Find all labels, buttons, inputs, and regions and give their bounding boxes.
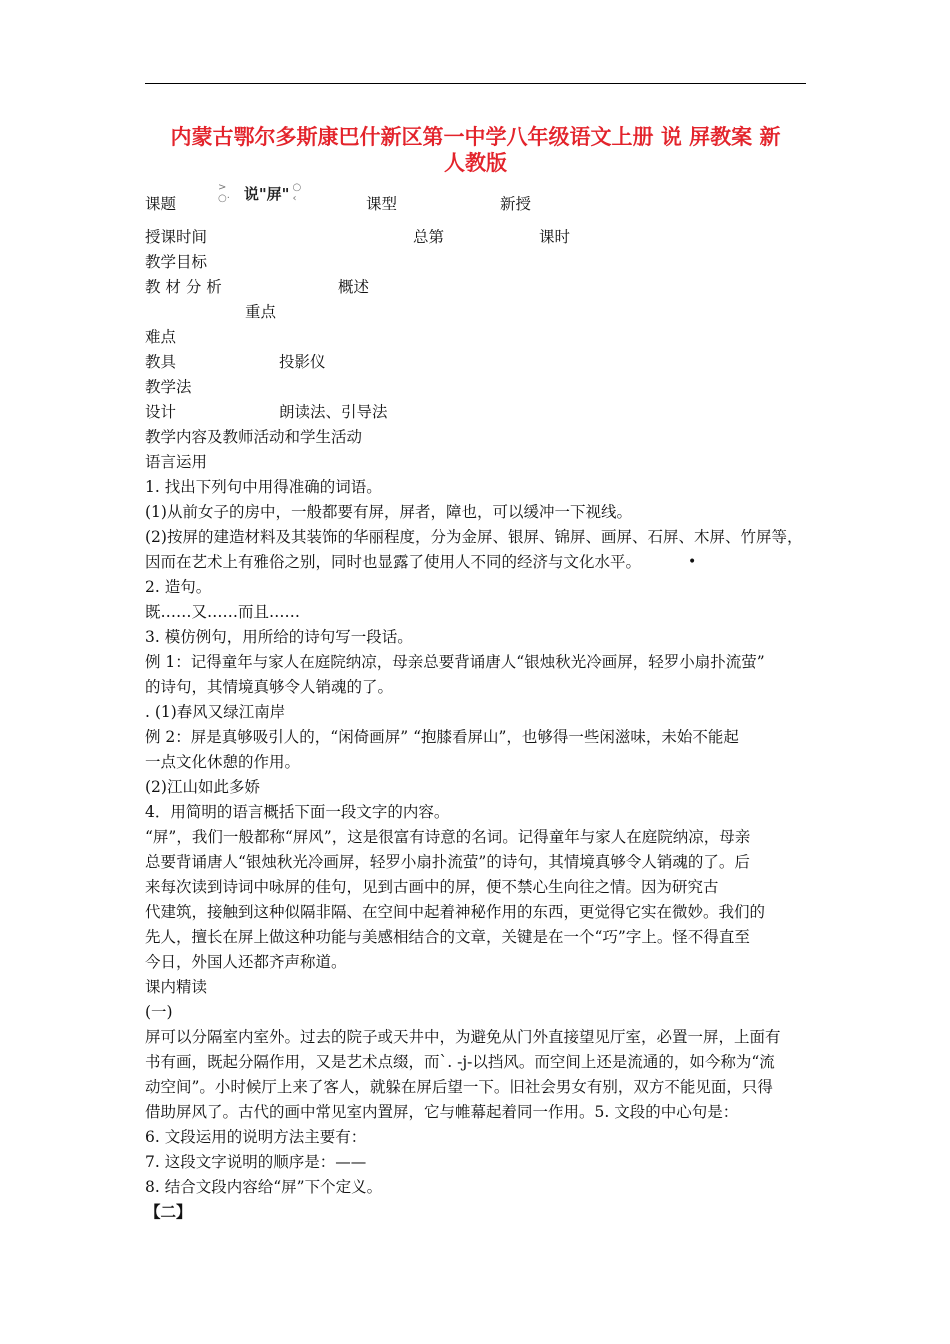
text-line: “屏”，我们一般都称“屏风”，这是很富有诗意的名词。记得童年与家人在庭院纳凉，母亲 xyxy=(145,828,751,846)
logo-text: 说"屏" xyxy=(243,184,290,203)
subsection-heading: (一) xyxy=(145,1003,173,1021)
text-line: 的诗句，其情境真够令人销魂的了。 xyxy=(145,678,394,696)
label-jiaoju: 教具 xyxy=(145,353,177,371)
question-line: 6. 文段运用的说明方法主要有： xyxy=(145,1128,367,1146)
text-line: (2)按屏的建造材料及其装饰的华丽程度，分为金屏、银屏、锦屏、画屏、石屏、木屏、竹屏等， xyxy=(145,528,803,546)
text-line: 既……又……而且…… xyxy=(145,603,301,621)
text-line: 动空间”。小时候厅上来了客人，就躲在屏后望一下。旧社会男女有别，双方不能见面，只得 xyxy=(145,1078,773,1096)
text-line: 因而在艺术上有雅俗之别，同时也显露了使用人不同的经济与文化水平。 xyxy=(145,553,642,571)
label-fenxi: 教 材 分 析 xyxy=(145,278,222,296)
label-sheji: 设计 xyxy=(145,403,177,421)
label-zongdi: 总第 xyxy=(413,228,445,246)
text-line: 总要背诵唐人“银烛秋光冷画屏，轻罗小扇扑流萤”的诗句，其情境真够令人销魂的了。后 xyxy=(145,853,750,871)
text-line: . (1)春风又绿江南岸 xyxy=(145,703,286,721)
label-zhongdian: 重点 xyxy=(245,303,277,321)
text-line: 今日，外国人还都齐声称道。 xyxy=(145,953,347,971)
label-keti: 课题 xyxy=(145,195,177,213)
text-line: 例 2：屏是真够吸引人的，“闲倚画屏” “抱膝看屏山”，也够得一些闲滋味，未始不能起 xyxy=(145,728,739,746)
label-neirong: 教学内容及教师活动和学生活动 xyxy=(145,428,363,446)
question-line: 1. 找出下列句中用得准确的词语。 xyxy=(145,478,382,496)
section-heading: 课内精读 xyxy=(145,978,208,996)
value-jiaoju: 投影仪 xyxy=(279,353,326,371)
question-line: 7. 这段文字说明的顺序是：—— xyxy=(145,1153,367,1171)
title-line-2: 人教版 xyxy=(444,151,507,175)
value-fangfa: 朗读法、引导法 xyxy=(279,403,388,421)
label-nandian: 难点 xyxy=(145,328,177,346)
text-line: 借助屏风了。古代的画中常见室内置屏，它与帷幕起着同一作用。5. 文段的中心句是： xyxy=(145,1103,739,1121)
text-line: (1)从前女子的房中，一般都要有屏，屏者，障也，可以缓冲一下视线。 xyxy=(145,503,632,521)
lesson-logo xyxy=(218,182,308,204)
label-mubiao: 教学目标 xyxy=(145,253,208,271)
subsection-heading: 【二】 xyxy=(145,1202,192,1221)
text-line: (2)江山如此多娇 xyxy=(145,778,260,796)
bullet-mark: • xyxy=(688,554,697,570)
label-kexing: 课型 xyxy=(366,195,398,213)
top-rule xyxy=(145,83,806,84)
title-line-1: 内蒙古鄂尔多斯康巴什新区第一中学八年级语文上册 说 屏教案 新 xyxy=(170,125,781,149)
text-line: 例 1：记得童年与家人在庭院纳凉，母亲总要背诵唐人“银烛秋光冷画屏，轻罗小扇扑流萤” xyxy=(145,653,765,671)
question-line: 4．用简明的语言概括下面一段文字的内容。 xyxy=(145,803,450,821)
text-line: 书有画，既起分隔作用，又是艺术点缀，而`. -j-以挡风。而空间上还是流通的，如今称为“流 xyxy=(145,1053,775,1071)
label-shijian: 授课时间 xyxy=(145,228,208,246)
question-line: 2. 造句。 xyxy=(145,578,212,596)
label-gaishu: 概述 xyxy=(338,278,370,296)
logo-left-ornament: > ○· xyxy=(218,182,230,204)
text-line: 代建筑，接触到这种似隔非隔、在空间中起着神秘作用的东西，更觉得它实在微妙。我们的 xyxy=(145,903,766,921)
document-title xyxy=(145,124,806,176)
value-kexing: 新授 xyxy=(500,195,532,213)
text-line: 来每次读到诗词中咏屏的佳句，见到古画中的屏，便不禁心生向往之情。因为研究古 xyxy=(145,878,719,896)
text-line: 先人，擅长在屏上做这种功能与美感相结合的文章，关键是在一个“巧”字上。怪不得直至 xyxy=(145,928,750,946)
section-heading: 语言运用 xyxy=(145,453,208,471)
question-line: 8. 结合文段内容给“屏”下个定义。 xyxy=(145,1178,383,1196)
label-keshi: 课时 xyxy=(539,228,571,246)
text-line: 屏可以分隔室内室外。过去的院子或天井中，为避免从门外直接望见厅室，必置一屏，上面有 xyxy=(145,1028,781,1046)
text-line: 一点文化休憩的作用。 xyxy=(145,753,301,771)
logo-right-ornament: ○ ‹ xyxy=(292,182,302,204)
label-xuefa: 教学法 xyxy=(145,378,192,396)
question-line: 3. 模仿例句，用所给的诗句写一段话。 xyxy=(145,628,413,646)
